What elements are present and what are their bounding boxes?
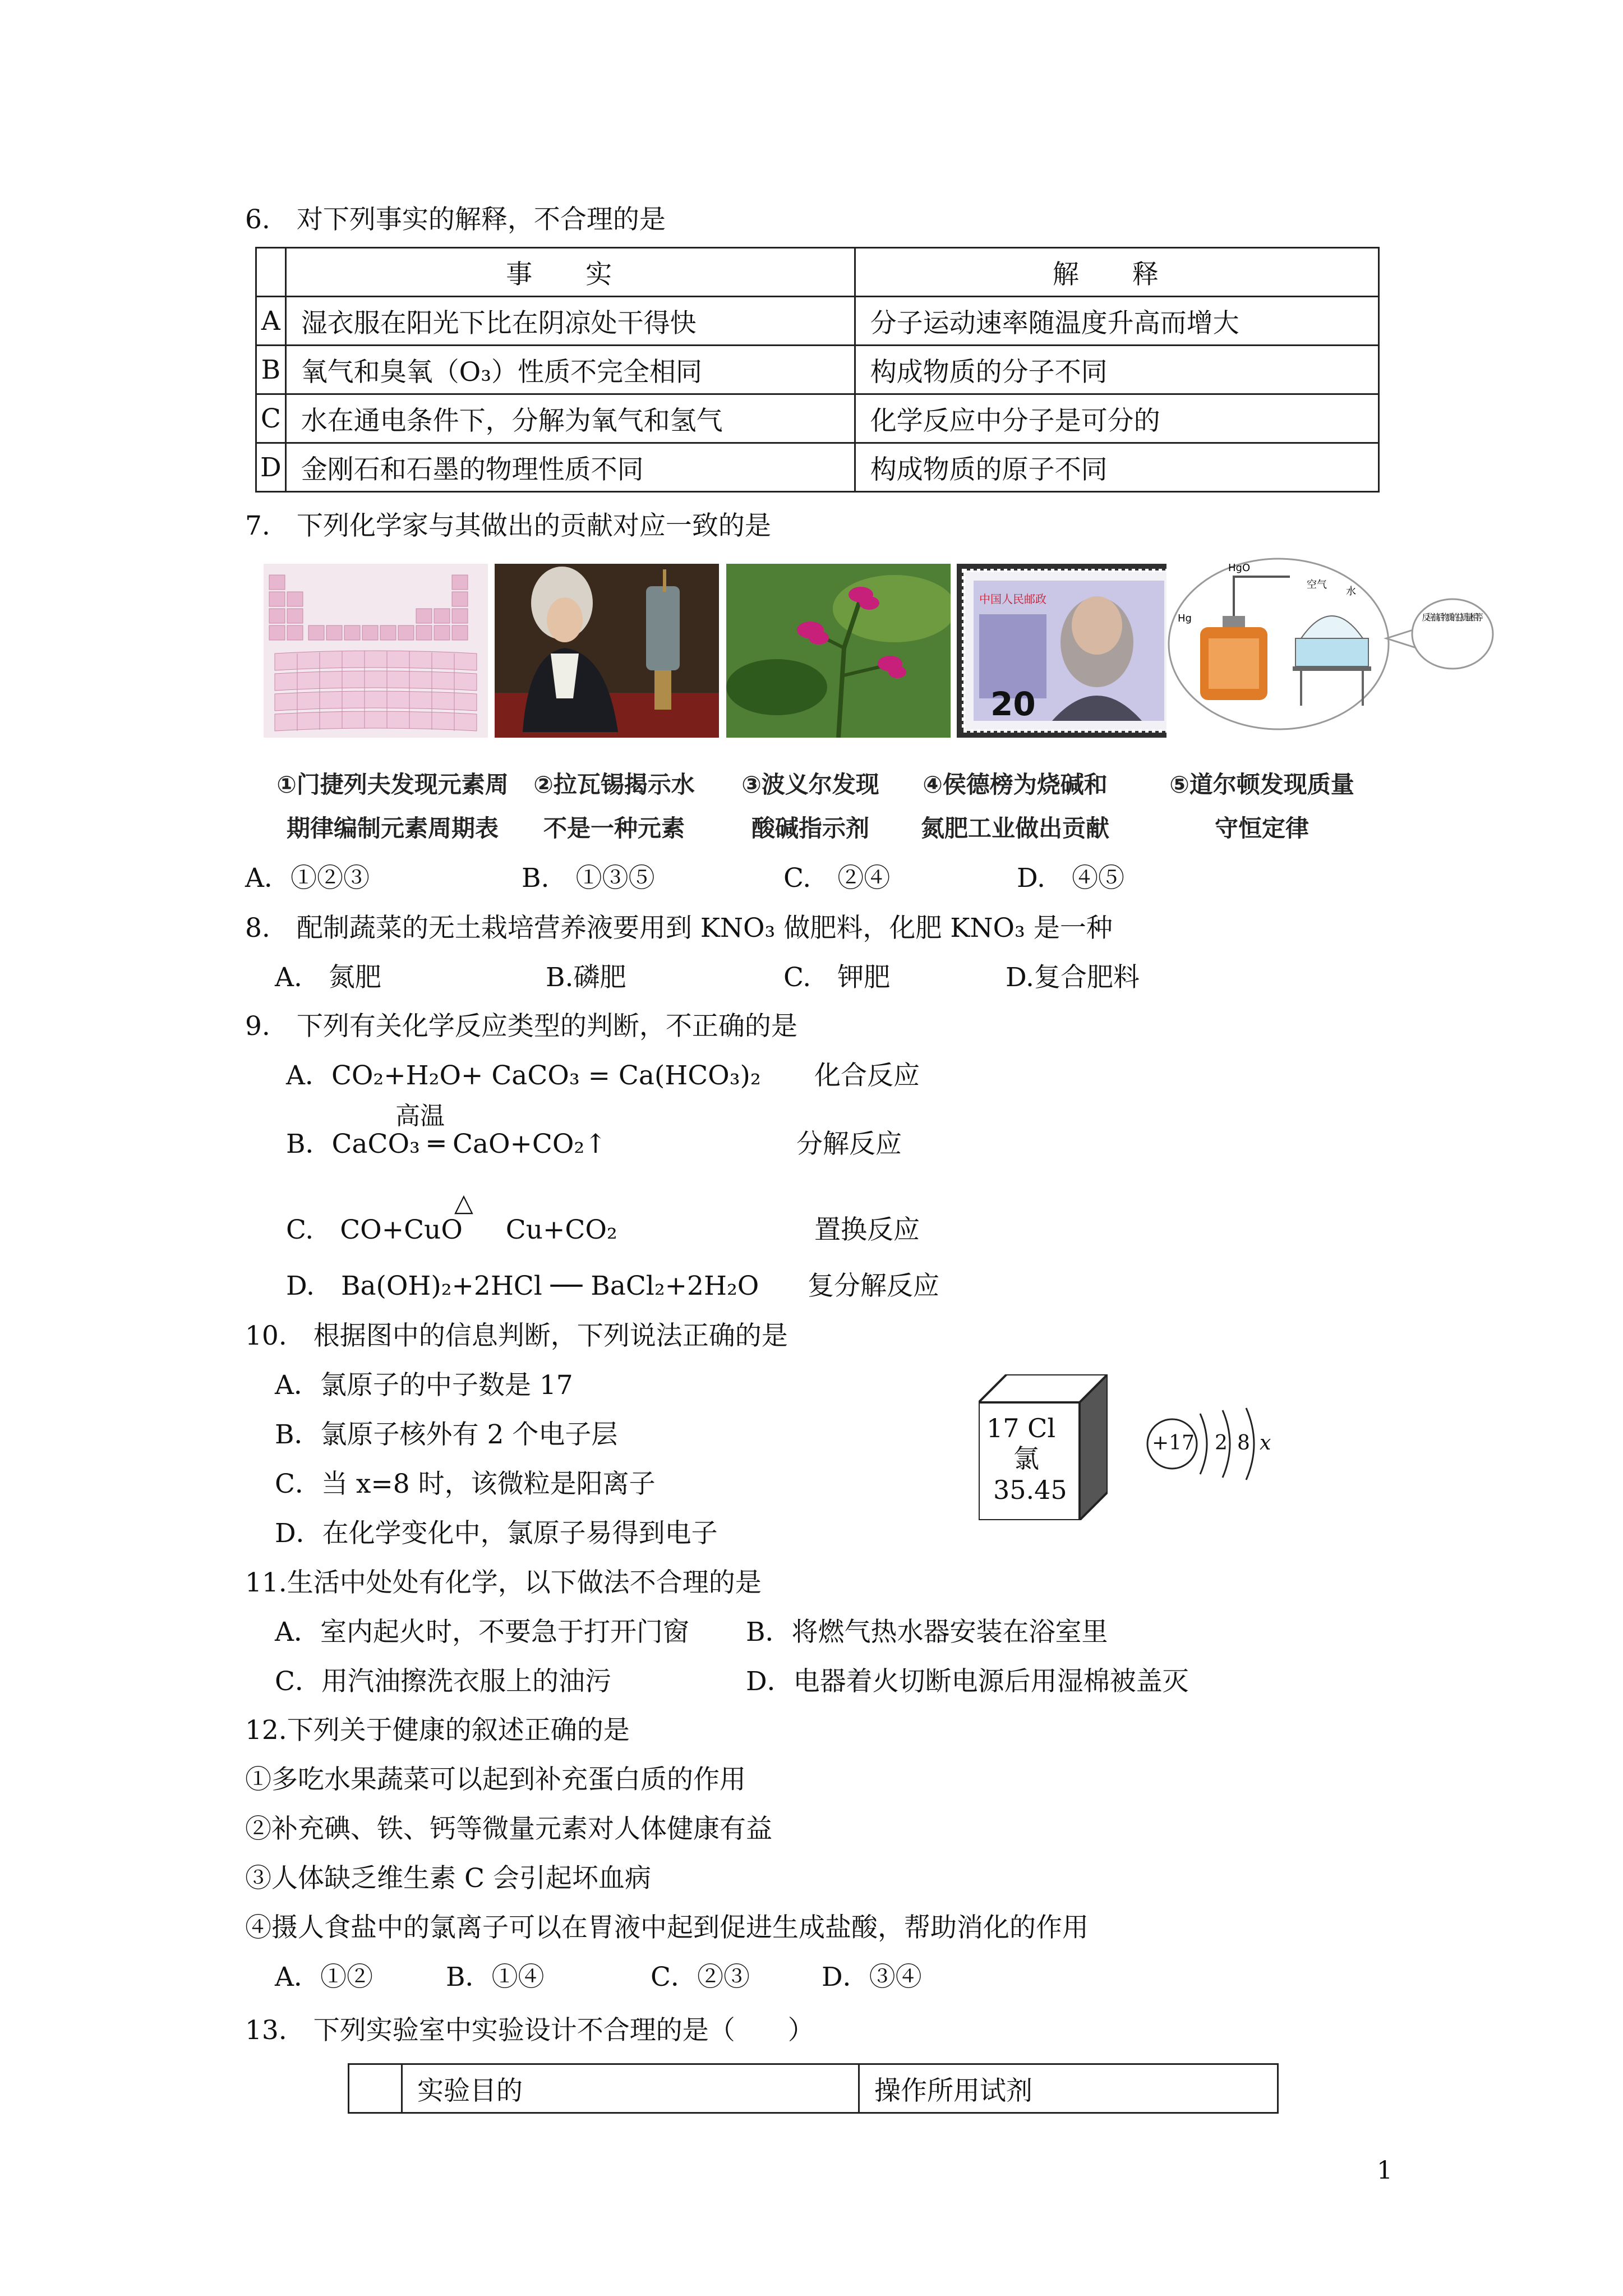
page-number: 1 xyxy=(1377,2156,1393,2185)
reason-header: 解 释 xyxy=(855,248,1378,297)
row-fact: 氧气和臭氧（O₃）性质不完全相同 xyxy=(285,346,855,394)
q10-option-c: C．当 x=8 时，该微粒是阳离子 xyxy=(275,1469,656,1499)
table-row xyxy=(256,443,1379,492)
shell-3-electrons: x xyxy=(1260,1432,1271,1455)
stamp-value: 20 xyxy=(990,685,1036,723)
q11-option-a: A．室内起火时，不要急于打开门窗 xyxy=(275,1617,689,1648)
atom-structure-diagram xyxy=(1144,1402,1279,1503)
q7-option-a: A．①②③ xyxy=(245,863,370,894)
row-letter: B xyxy=(256,346,286,394)
q12-item-4: ④摄人食盐中的氯离子可以在胃液中起到促进生成盐酸，帮助消化的作用 xyxy=(245,1912,1089,1943)
q7-stem: 7. 下列化学家与其做出的贡献对应一致的是 xyxy=(245,510,771,541)
row-letter: A xyxy=(256,297,286,346)
shell-1-electrons: 2 xyxy=(1215,1432,1228,1455)
q12-option-d: D．③④ xyxy=(822,1962,922,1993)
row-reason: 分子运动速率随温度升高而增大 xyxy=(855,297,1378,346)
row-fact: 湿衣服在阳光下比在阴凉处干得快 xyxy=(285,297,855,346)
q11-option-b: B．将燃气热水器安装在浴室里 xyxy=(746,1617,1108,1648)
q12-option-a: A．①② xyxy=(275,1962,373,1993)
q8-option-d: D.复合肥料 xyxy=(1006,962,1140,993)
q9-type-b: 分解反应 xyxy=(796,1129,902,1159)
table-row xyxy=(256,346,1379,394)
q9-eq-b: B．CaCO₃ ═ CaO+CO₂↑ xyxy=(286,1129,607,1159)
bubble-text: 反应前后物质的总质量相等 xyxy=(1422,612,1483,623)
purpose-header: 实验目的 xyxy=(402,2064,859,2113)
caption-5: ⑤道尔顿发现质量 守恒定律 xyxy=(1169,771,1354,842)
q8-option-b: B.磷肥 xyxy=(546,962,626,993)
q10-option-a: A．氯原子的中子数是 17 xyxy=(275,1370,573,1401)
hgo-label: HgO xyxy=(1228,562,1251,574)
table-header-row xyxy=(256,248,1379,297)
element-symbol: 17 Cl xyxy=(986,1413,1056,1443)
q7-option-d: D. ④⑤ xyxy=(1017,863,1124,894)
q9-type-d: 复分解反应 xyxy=(808,1271,939,1301)
table-header-row xyxy=(349,2064,1278,2113)
element-mass: 35.45 xyxy=(993,1475,1067,1505)
q8-stem: 8. 配制蔬菜的无土栽培营养液要用到 KNO₃ 做肥料，化肥 KNO₃ 是一种 xyxy=(245,913,1113,944)
nucleus-charge: +17 xyxy=(1152,1432,1195,1455)
q12-item-2: ②补充碘、铁、钙等微量元素对人体健康有益 xyxy=(245,1814,772,1844)
caption-3: ③波义尔发现 酸碱指示剂 xyxy=(741,771,879,842)
shell-2-electrons: 8 xyxy=(1237,1432,1250,1455)
q6-table xyxy=(255,247,1380,493)
q12-option-b: B．①④ xyxy=(446,1962,545,1993)
q9-cond-b: 高温 xyxy=(395,1102,445,1130)
table-row xyxy=(256,297,1379,346)
caption-4: ④侯德榜为烧碱和 氮肥工业做出贡献 xyxy=(920,771,1109,842)
table-row xyxy=(256,394,1379,443)
q12-stem: 12.下列关于健康的叙述正确的是 xyxy=(245,1715,630,1746)
row-reason: 构成物质的分子不同 xyxy=(855,346,1378,394)
row-fact: 水在通电条件下，分解为氧气和氢气 xyxy=(285,394,855,443)
q11-stem: 11.生活中处处有化学，以下做法不合理的是 xyxy=(245,1567,762,1598)
row-reason: 构成物质的原子不同 xyxy=(855,443,1378,492)
q9-cond-c: △ xyxy=(454,1189,473,1217)
q12-option-c: C．②③ xyxy=(651,1962,750,1993)
q10-option-d: D．在化学变化中，氯原子易得到电子 xyxy=(275,1518,718,1549)
q12-item-3: ③人体缺乏维生素 C 会引起坏血病 xyxy=(245,1863,651,1894)
q10-stem: 10. 根据图中的信息判断，下列说法正确的是 xyxy=(245,1320,788,1351)
q6-stem: 6. 对下列事实的解释，不合理的是 xyxy=(245,204,666,235)
q8-option-c: C. 钾肥 xyxy=(783,962,891,993)
q8-option-a: A. 氮肥 xyxy=(275,962,381,993)
water-label: 水 xyxy=(1346,586,1356,597)
q7-option-c: C. ②④ xyxy=(783,863,891,894)
element-cube xyxy=(979,1374,1108,1520)
periodic-table-image xyxy=(264,564,488,738)
element-name: 氯 xyxy=(1013,1443,1039,1474)
fact-header: 事 实 xyxy=(285,248,855,297)
q9-type-a: 化合反应 xyxy=(814,1060,920,1091)
q9-eq-c: C. CO+CuO Cu+CO₂ xyxy=(286,1214,617,1245)
hou-debang-stamp-image xyxy=(957,564,1181,738)
row-letter: D xyxy=(256,443,286,492)
q10-option-b: B．氯原子核外有 2 个电子层 xyxy=(275,1419,618,1450)
q9-stem: 9. 下列有关化学反应类型的判断，不正确的是 xyxy=(245,1011,797,1042)
q11-option-c: C．用汽油擦洗衣服上的油污 xyxy=(275,1666,611,1697)
flower-photo-image xyxy=(726,564,951,738)
conservation-apparatus-image xyxy=(1166,554,1503,739)
row-fact: 金刚石和石墨的物理性质不同 xyxy=(285,443,855,492)
caption-2: ②拉瓦锡揭示水 不是一种元素 xyxy=(533,771,695,842)
row-letter: C xyxy=(256,394,286,443)
q12-item-1: ①多吃水果蔬菜可以起到补充蛋白质的作用 xyxy=(245,1764,746,1795)
stamp-country: 中国人民邮政 xyxy=(979,592,1046,606)
q11-option-d: D．电器着火切断电源后用湿棉被盖灭 xyxy=(746,1666,1189,1697)
q13-table xyxy=(348,2063,1279,2114)
q9-eq-d: D. Ba(OH)₂+2HCl ── BaCl₂+2H₂O xyxy=(286,1271,759,1301)
lavoisier-portrait-image xyxy=(495,564,719,738)
row-reason: 化学反应中分子是可分的 xyxy=(855,394,1378,443)
q9-eq-a: A．CO₂+H₂O+ CaCO₃ = Ca(HCO₃)₂ xyxy=(286,1060,761,1091)
caption-1: ①门捷列夫发现元素周 期律编制元素周期表 xyxy=(276,771,509,842)
hg-label: Hg xyxy=(1178,613,1192,624)
q13-stem: 13. 下列实验室中实验设计不合理的是（ ） xyxy=(245,2015,814,2046)
air-label: 空气 xyxy=(1307,579,1327,591)
q7-option-b: B. ①③⑤ xyxy=(522,863,655,894)
reagent-header: 操作所用试剂 xyxy=(859,2064,1278,2113)
q9-type-c: 置换反应 xyxy=(814,1214,920,1245)
